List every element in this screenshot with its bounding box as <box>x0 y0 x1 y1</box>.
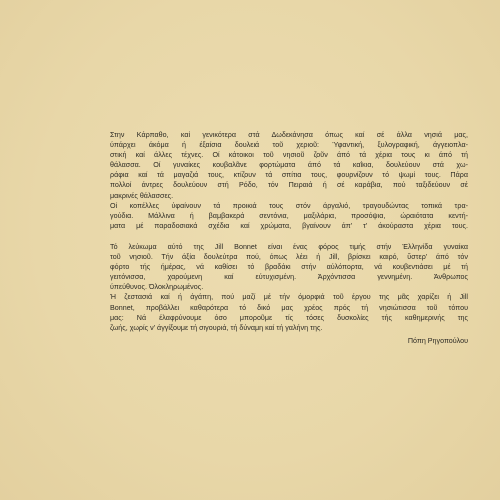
text-line: στική καί άλλες τέχνες. Οί κάτοικοι τοῦ νησιοῦ ζοῦν άπό τά χέρια τους κι άπό τή <box>110 151 468 160</box>
text-line: γειτόνισσα, χαρούμενη καί εύτυχισμένη. Άρχόντισσα γεννημένη. Άνθρωπος <box>110 273 468 282</box>
author-signature: Πόπη Ρηγοπούλου <box>407 337 468 345</box>
paragraph-gap <box>110 231 468 242</box>
text-line: Τό λεύκωμα αύτό της Jill Bonnet είναι ένας φόρος τιμής στήν Έλληνίδα γυναίκα <box>110 242 468 251</box>
text-line: τοῦ νησιοῦ. Τήν άξία δουλεύτρα πού, όπως λέει ή Jill, βρίσκει καιρό, ὕστερ' άπό τόν <box>110 253 468 262</box>
paragraph-1 <box>110 130 468 231</box>
text-line: μας: Νά έλαφρύνουμε όσο μποροῦμε τίς τόσες δυσκολίες τής καθημερινής της <box>110 313 468 322</box>
text-line: πολλοί άντρες δουλεύουν στή Ρόδο, τόν Πειραιά ή σέ καράβια, πού ταξιδεύουν σέ <box>110 181 468 190</box>
paragraph-2 <box>110 242 468 333</box>
text-line: ματα μέ παραδοσιακά σχέδια καί χρώματα, βγαίνουν άπ' τ' άκούραστα χέρια τους. <box>110 221 468 230</box>
text-line: γούδια. Μάλλινα ή βαμβακερά σεντόνια, μαξιλάρια, προσόψια, ώραιότατα κεντή- <box>110 211 468 220</box>
text-line: φόρτο τής ήμέρας, νά καθίσει τό βραδάκι στήν αύλόπορτα, νά κουβεντιάσει μέ τή <box>110 263 468 272</box>
text-line: ζωής, χωρίς ν' άγγίξουμε τή σιγουριά, τή δύναμη καί τή γαλήνη της. <box>110 323 323 332</box>
text-line: Στην Κάρπαθο, καί γενικότερα στά Δωδεκάνησα όπως καί σέ άλλα νησιά μας, <box>110 131 468 139</box>
text-line: ύπεύθυνος. Όλοκληρωμένος. <box>110 283 204 292</box>
text-line: θάλασσα. Οί γυναίκες κουβαλᾶνε φορτώματα άπό τά καΐκια, δουλεύουν στά χω- <box>110 161 468 170</box>
text-line: μακρινές θάλασσες. <box>110 191 174 200</box>
text-line: Οί κοπέλλες ύφαίνουν τά προικιά τους στόν άργαλιό, τραγουδώντας τοπικά τρα- <box>110 201 468 210</box>
text-line: ράφια καί τά μαγαζιά τους, κτίζουν τά σπίτια τους, φουρνίζουν τό ψωμί τους. Πάρα <box>110 171 468 180</box>
text-block <box>110 130 468 333</box>
text-line: Bonnet, προβάλλει καθαρότερα τό δικό μας χρέος πρός τή νησιώτισσα τοῦ τόπου <box>110 303 468 312</box>
text-line: ύπάρχει άκόμα ή έξαίσια δουλειά τοῦ χεριοῦ: Ύφαντική, ξυλογραφική, άγγειοπλα- <box>110 141 468 150</box>
text-line: Ή ζεστασιά καί ή άγάπη, πού μαζί μέ τήν όμορφιά τοῦ έργου της μᾶς χαρίζει ή Jill <box>110 293 468 302</box>
